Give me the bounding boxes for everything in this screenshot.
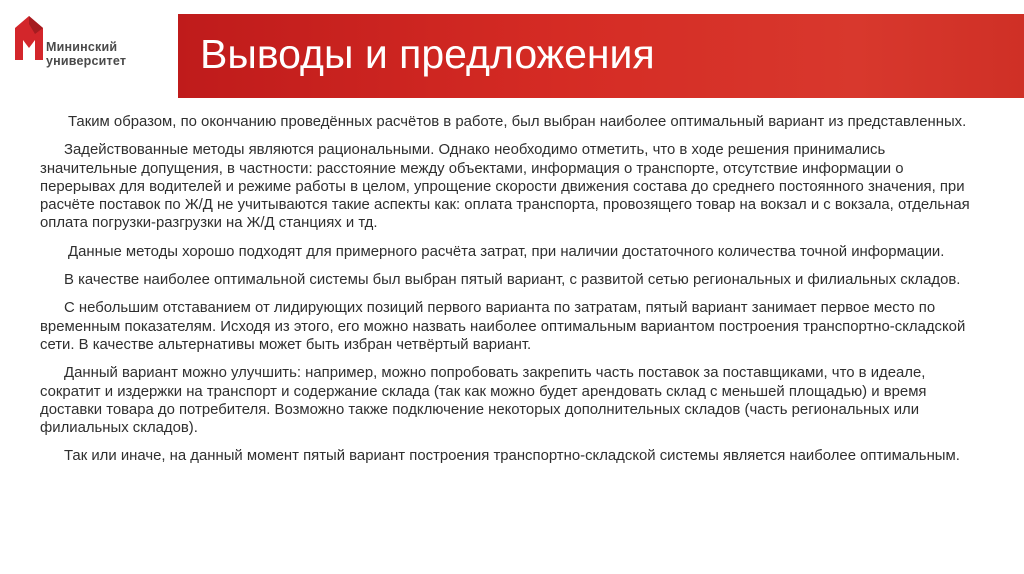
- page-title: Выводы и предложения: [200, 31, 655, 77]
- logo-line-2: университет: [46, 54, 127, 68]
- content-body: [40, 113, 980, 476]
- paragraph-4: В качестве наиболее оптимальной системы был выбран пятый вариант, с развитой сетью региональных и филиальных складов.: [64, 272, 961, 289]
- paragraph-7: Так или иначе, на данный момент пятый вариант построения транспортно-складской системы является наиболее оптимальным.: [64, 448, 960, 465]
- paragraph-1: Таким образом, по окончанию проведённых расчётов в работе, был выбран наиболее оптимальный вариант из представленных.: [68, 114, 967, 130]
- university-logo-icon: [13, 14, 45, 62]
- paragraph-6: Данный вариант можно улучшить: например, можно попробовать закрепить часть поставок за поставщиками, что в идеале, сократит и издержки на транспорт и содержание склада (так как можно будет арендовать склад с меньшей площадью) и время доставки товара до потребителя. Возможно также подключение некоторых дополнительных складов (часть региональных или филиальных складов).: [40, 365, 927, 437]
- logo-line-1: Мининский: [46, 40, 118, 54]
- paragraph-3: Данные методы хорошо подходят для примерного расчёта затрат, при наличии достаточного количества точной информации.: [68, 243, 945, 260]
- paragraph-5: С небольшим отставанием от лидирующих позиций первого варианта по затратам, пятый вариант занимает первое место по временным показателям. Исходя из этого, его можно назвать наиболее оптимальным вариантом построения транспортно-складской сети. В качестве альтернативы может быть избран четвёртый вариант.: [40, 300, 966, 353]
- logo: [0, 0, 178, 98]
- paragraph-2: Задействованные методы являются рациональными. Однако необходимо отметить, что в ходе решения принимались значительные допущения, в частности: расстояние между объектами, информация о транспорте, отсутствие информации о перерывах для водителей и режиме работы в целом, упрощение скорости движения состава до среднего постоянного значения, при расчёте поставок по Ж/Д не учитываются такие аспекты как: оплата транспорта, провозящего товар на вокзал и с вокзала, отдельная оплата погрузки-разгрузки на Ж/Д станциях и тд.: [40, 142, 970, 232]
- logo-text: [46, 40, 126, 68]
